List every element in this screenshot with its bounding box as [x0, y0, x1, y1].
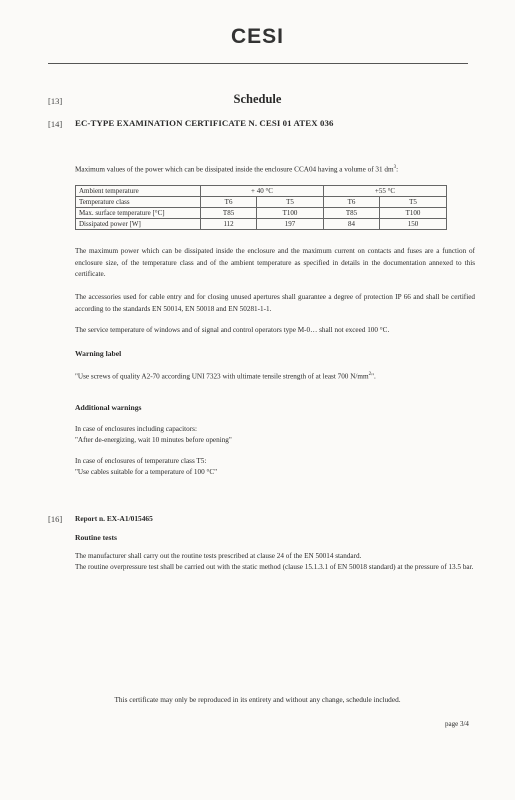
intro-text-sup: 3	[393, 165, 397, 170]
table-cell: 84	[323, 219, 379, 230]
routine-line-2: The routine overpressure test shall be carried out with the static method (clause 15.1.3.1 of EN 50018 standard) at the pressure of 13.5 bar.	[75, 563, 474, 571]
capacitors-line-1: In case of enclosures including capacitors:	[75, 425, 197, 433]
table-cell: T6	[323, 197, 379, 208]
table-cell: +55 °C	[323, 186, 446, 197]
table-cell: T6	[201, 197, 257, 208]
cesi-logo: CESI	[230, 25, 284, 48]
certificate-title: EC-TYPE EXAMINATION CERTIFICATE N. CESI 01 ATEX 036	[75, 118, 334, 128]
capacitors-line-2: "After de-energizing, wait 10 minutes before opening"	[75, 436, 232, 444]
table-cell: + 40 °C	[201, 186, 324, 197]
t5-line-2: "Use cables suitable for a temperature of 100 °C"	[75, 468, 218, 476]
section-number-14: [14]	[48, 119, 63, 129]
warning-label-end: ".	[371, 372, 376, 381]
footer-note: This certificate may only be reproduced in its entirety and without any change, schedule included.	[114, 695, 401, 704]
table-cell: T85	[323, 208, 379, 219]
schedule-title: Schedule	[233, 92, 282, 106]
table-cell: 197	[257, 219, 324, 230]
table-cell: 112	[201, 219, 257, 230]
table-cell: Dissipated power [W]	[76, 219, 201, 230]
table-cell: T5	[257, 197, 324, 208]
table-cell: T100	[380, 208, 447, 219]
table-cell: 150	[380, 219, 447, 230]
table-cell: Ambient temperature	[76, 186, 201, 197]
table-row	[76, 219, 447, 230]
intro-text-end: :	[396, 165, 399, 174]
warning-label-main: "Use screws of quality A2-70 according UNI 7323 with ultimate tensile strength of at least 700 N/mm	[75, 372, 369, 381]
table-cell: T85	[201, 208, 257, 219]
t5-line-1: In case of enclosures of temperature class T5:	[75, 457, 207, 465]
table-cell: Temperature class	[76, 197, 201, 208]
accessories-paragraph: The accessories used for cable entry and for closing unused apertures shall guarantee a degree of protection IP 66 and shall be certified according to the standards EN 50014, EN 50018 and EN 50281-1-1.	[75, 293, 475, 313]
routine-line-1: The manufacturer shall carry out the routine tests prescribed at clause 24 of the EN 50014 standard.	[75, 552, 362, 560]
page-number: page 3/4	[445, 720, 469, 728]
section-number-13: [13]	[48, 96, 63, 106]
routine-tests-heading: Routine tests	[75, 533, 117, 542]
service-temperature-paragraph: The service temperature of windows and of signal and control operators type M-0… shall not exceed 100 °C.	[75, 326, 390, 334]
table-row	[76, 197, 447, 208]
additional-warnings-heading: Additional warnings	[75, 403, 142, 412]
warning-label-text	[75, 369, 475, 383]
table-row	[76, 208, 447, 219]
table-row	[76, 186, 447, 197]
table-cell: T100	[257, 208, 324, 219]
intro-text-main: Maximum values of the power which can be dissipated inside the enclosure CCA04 having a volume of 31 dm	[75, 165, 394, 174]
intro-text	[75, 162, 475, 176]
warning-label-sup: 2	[368, 372, 372, 377]
power-table	[75, 185, 447, 230]
warning-label-heading: Warning label	[75, 349, 122, 358]
table-cell: Max. surface temperature [°C]	[76, 208, 201, 219]
report-number: Report n. EX-A1/015465	[75, 514, 153, 523]
section-number-16: [16]	[48, 514, 63, 524]
table-cell: T5	[380, 197, 447, 208]
header-rule	[48, 63, 468, 64]
max-power-paragraph: The maximum power which can be dissipated inside the enclosure and the maximum current on contacts and fuses are a function of enclosure size, of the temperature class and of the ambient temperature as specified in details in the documentation annexed to this certificate.	[75, 247, 475, 278]
